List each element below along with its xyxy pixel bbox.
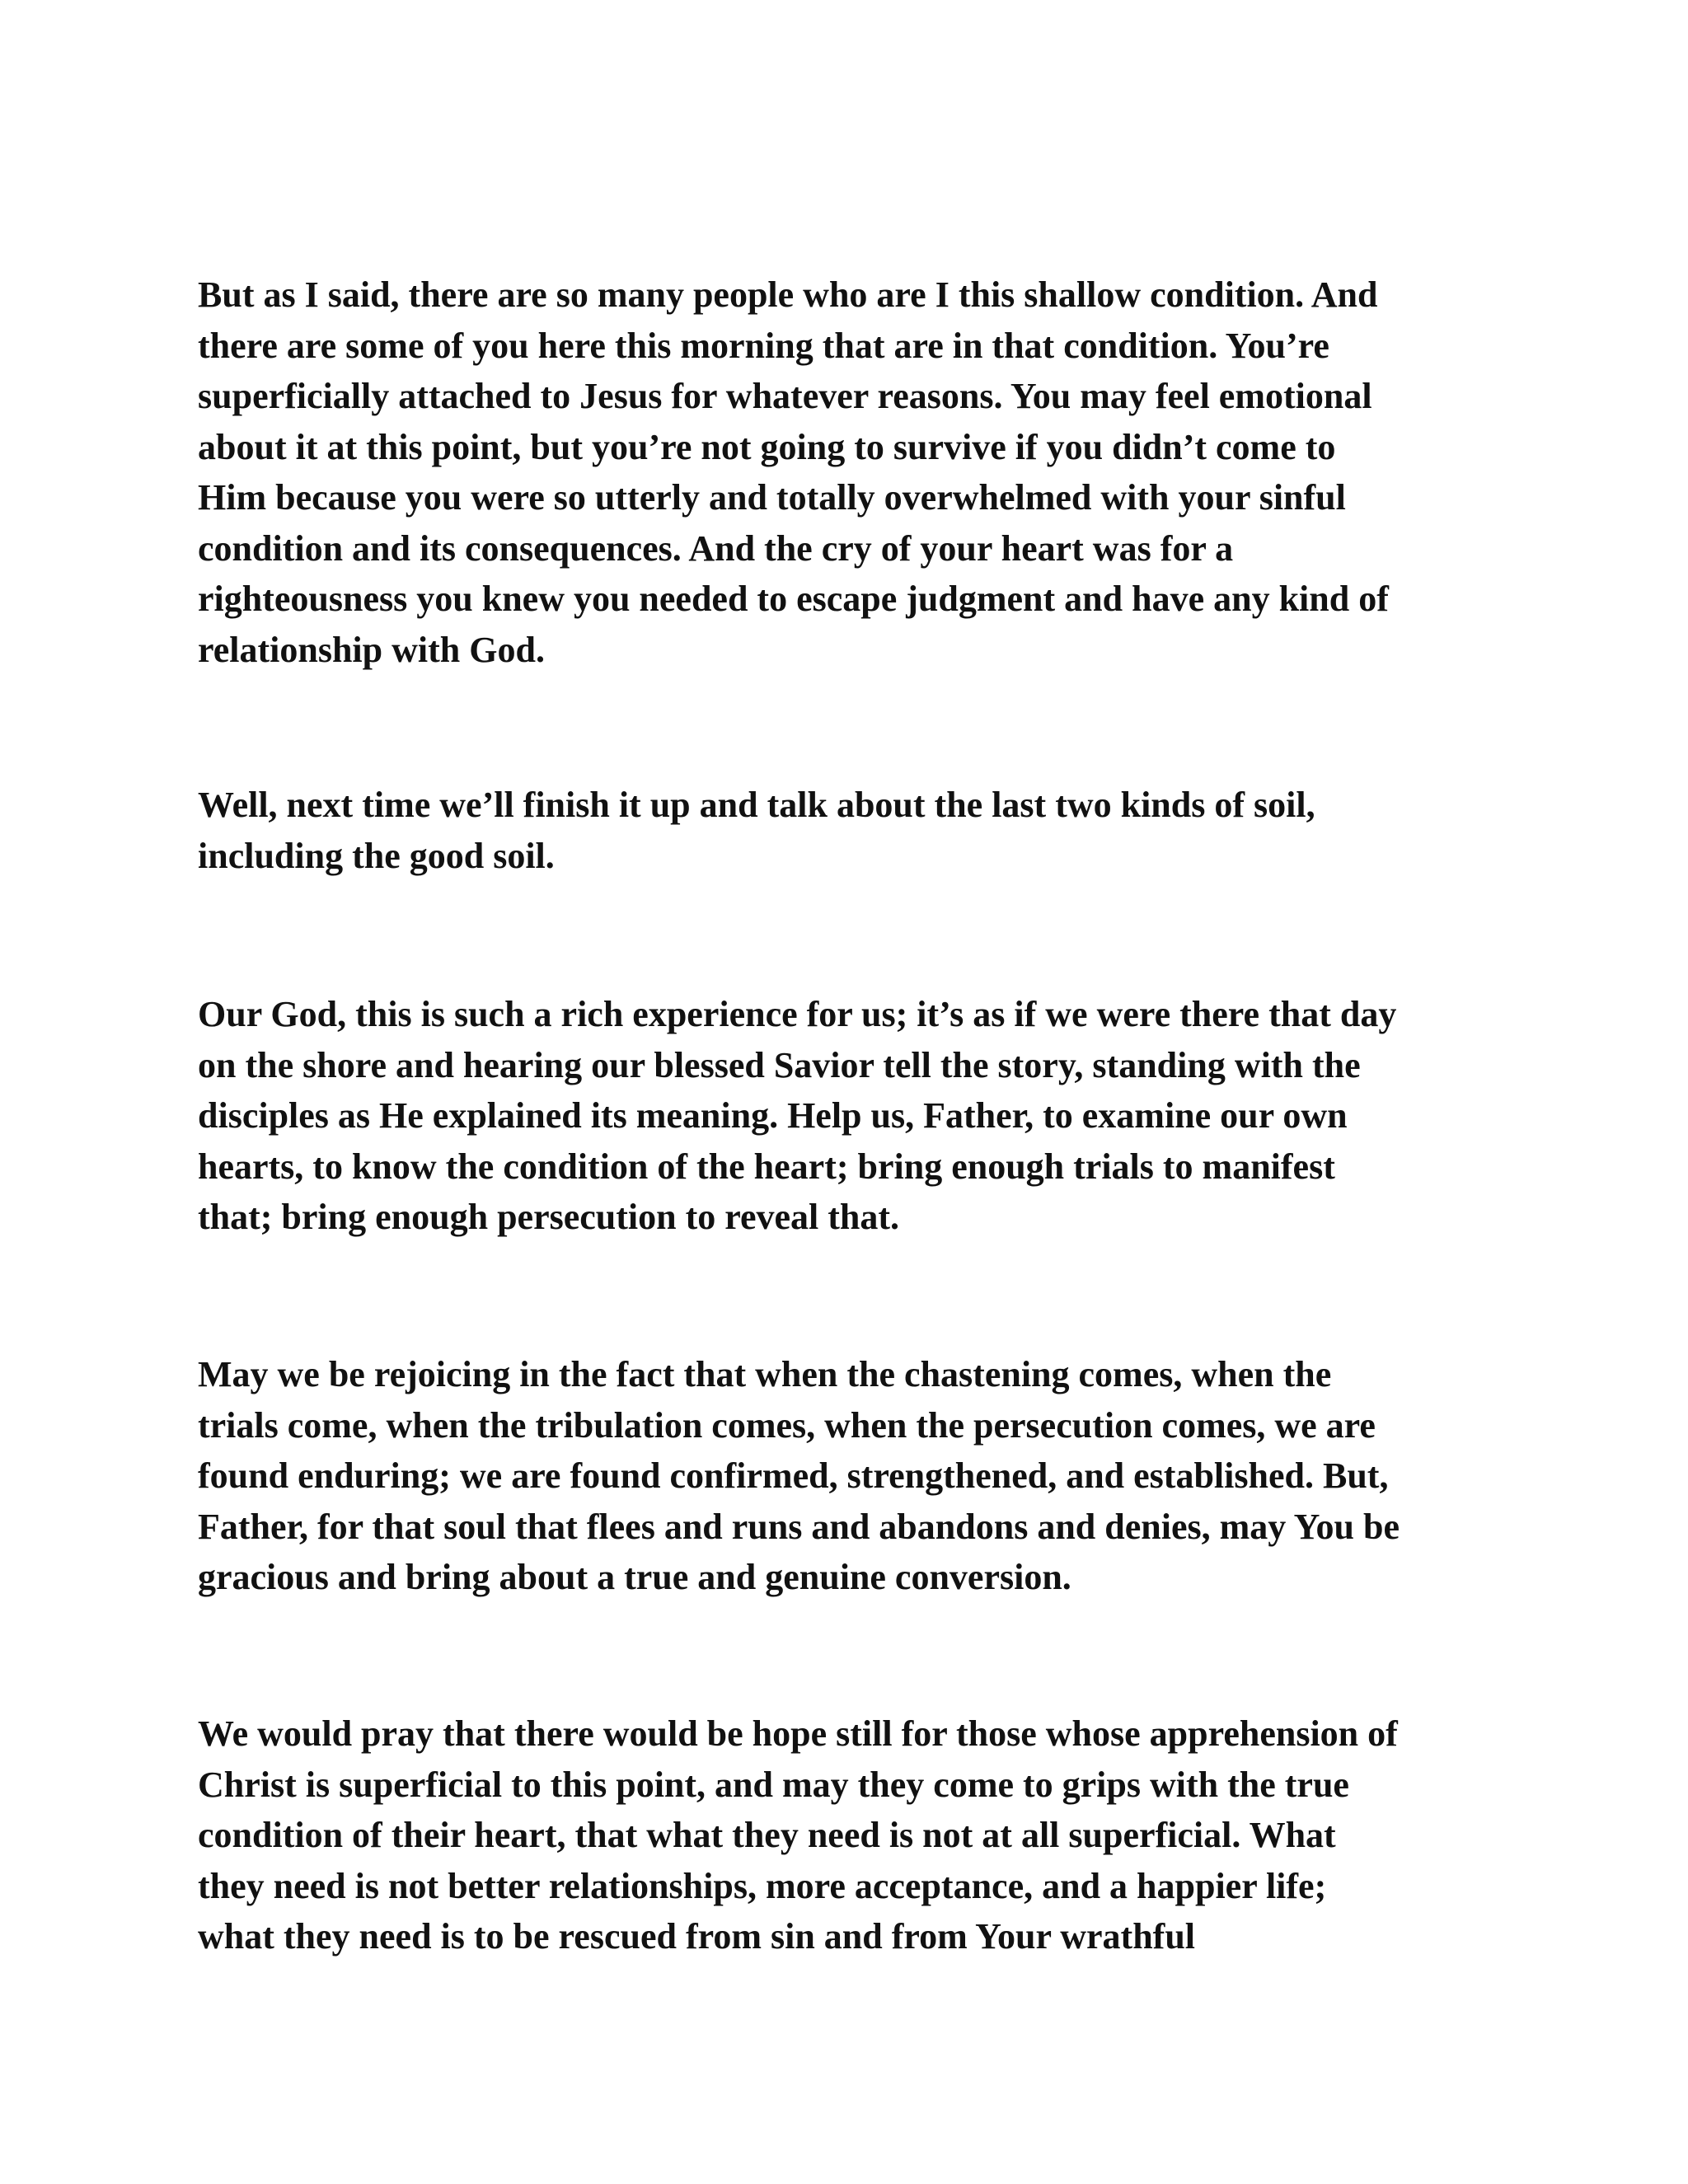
text-line: We would pray that there would be hope still for those whose apprehension of bbox=[198, 1713, 1398, 1754]
text-line: Our God, this is such a rich experience for us; it’s as if we were there that day bbox=[198, 994, 1397, 1034]
text-line: Father, for that soul that flees and runs and abandons and denies, may You be bbox=[198, 1506, 1400, 1547]
text-line: Well, next time we’ll finish it up and talk about the last two kinds of soil, bbox=[198, 785, 1315, 825]
text-line: superficially attached to Jesus for whatever reasons. You may feel emotional bbox=[198, 376, 1372, 416]
text-line: found enduring; we are found confirmed, strengthened, and established. But, bbox=[198, 1455, 1389, 1496]
text-line: what they need is to be rescued from sin and from Your wrathful bbox=[198, 1916, 1196, 1957]
text-line: condition of their heart, that what they need is not at all superficial. What bbox=[198, 1815, 1336, 1855]
text-line: But as I said, there are so many people who are I this shallow condition. And bbox=[198, 274, 1378, 315]
text-line: disciples as He explained its meaning. Help us, Father, to examine our own bbox=[198, 1095, 1348, 1136]
text-line: including the good soil. bbox=[198, 835, 555, 876]
text-line: hearts, to know the condition of the heart; bring enough trials to manifest bbox=[198, 1146, 1335, 1187]
text-line: that; bring enough persecution to reveal that. bbox=[198, 1197, 900, 1237]
paragraph-next-time bbox=[198, 780, 1533, 881]
text-line: there are some of you here this morning that are in that condition. You’re bbox=[198, 325, 1329, 366]
paragraph-hope bbox=[198, 1708, 1533, 1962]
text-line: Christ is superficial to this point, and may they come to grips with the true bbox=[198, 1764, 1349, 1805]
text-line: May we be rejoicing in the fact that when the chastening comes, when the bbox=[198, 1354, 1332, 1394]
text-line: about it at this point, but you’re not going to survive if you didn’t come to bbox=[198, 426, 1336, 467]
paragraph-rejoicing bbox=[198, 1349, 1533, 1603]
text-line: condition and its consequences. And the cry of your heart was for a bbox=[198, 527, 1234, 569]
text-line: trials come, when the tribulation comes, when the persecution comes, we are bbox=[198, 1404, 1376, 1446]
text-line: on the shore and hearing our blessed Savior tell the story, standing with the bbox=[198, 1044, 1361, 1085]
text-line: gracious and bring about a true and genuine conversion. bbox=[198, 1557, 1071, 1597]
text-line: relationship with God. bbox=[198, 629, 545, 670]
text-line: Him because you were so utterly and totally overwhelmed with your sinful bbox=[198, 477, 1346, 518]
paragraph-shallow-condition bbox=[198, 269, 1533, 675]
paragraph-prayer-opening bbox=[198, 989, 1533, 1243]
text-line: they need is not better relationships, more acceptance, and a happier life; bbox=[198, 1865, 1327, 1906]
text-line: righteousness you knew you needed to escape judgment and have any kind of bbox=[198, 579, 1389, 619]
